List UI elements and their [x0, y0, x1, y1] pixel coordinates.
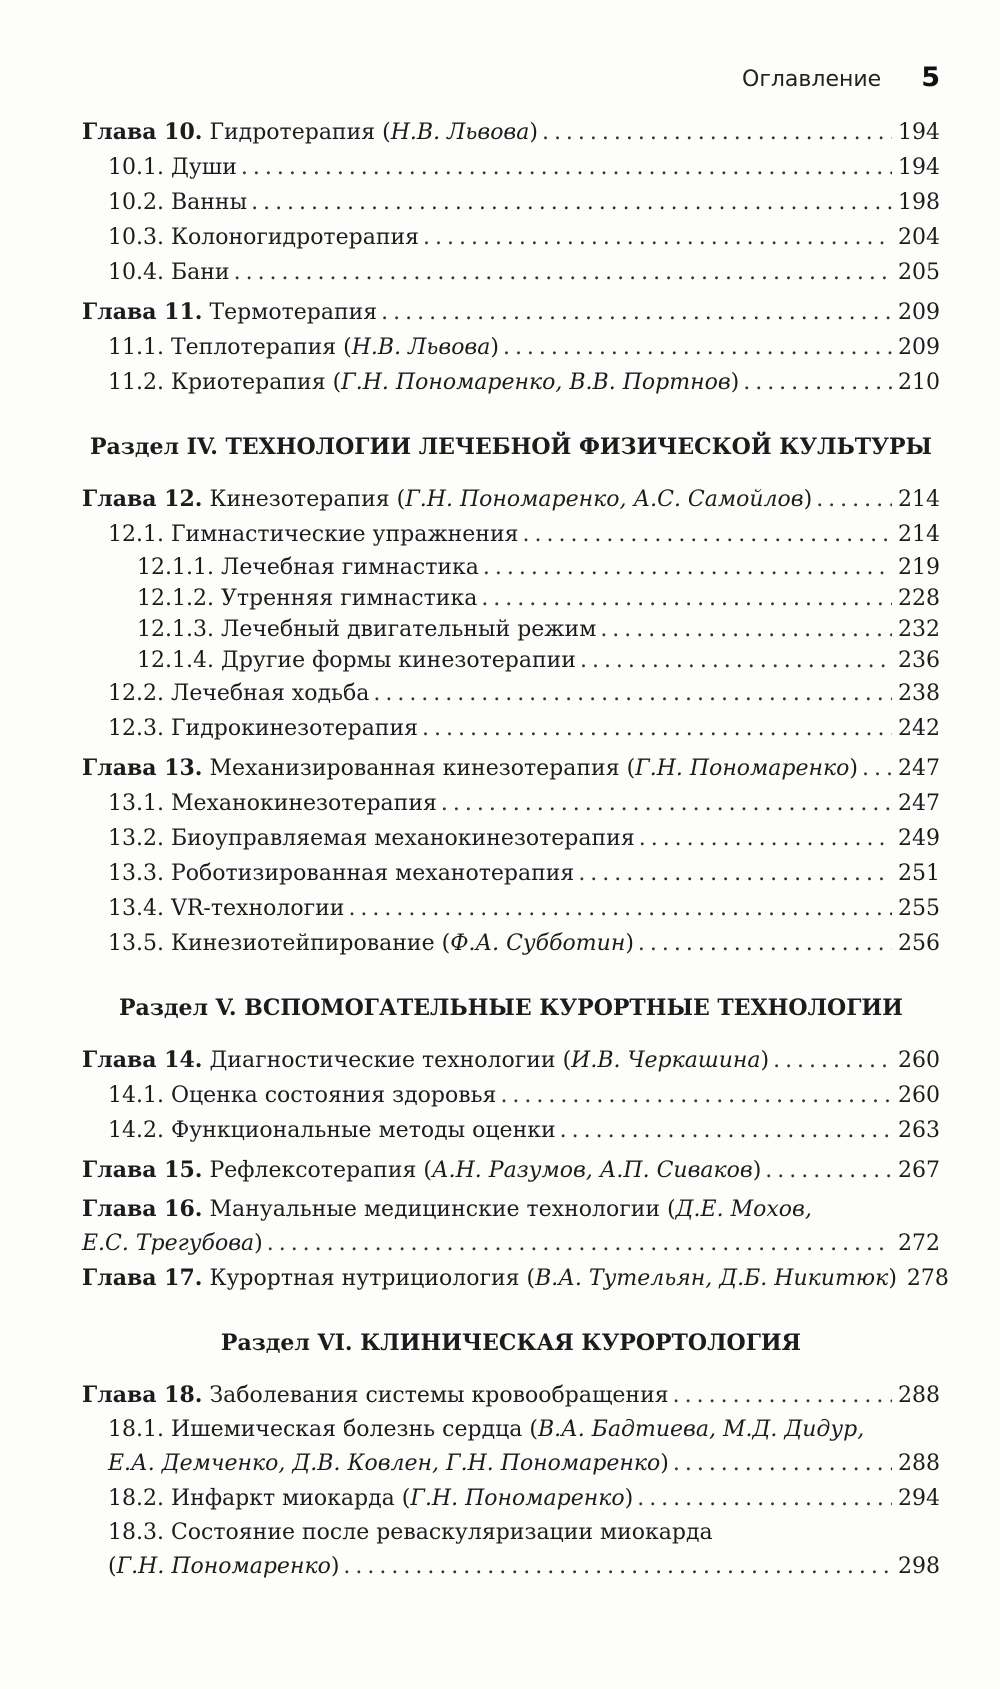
leader-dots	[816, 482, 892, 517]
chapter-label: Глава 12.	[82, 486, 203, 512]
toc-entry-10-4[interactable]	[82, 255, 940, 290]
page-ref: 205	[898, 260, 940, 285]
entry-author: Н.В. Львова	[351, 335, 491, 360]
page-ref: 272	[898, 1231, 940, 1256]
toc-entry-18-3-line1[interactable]	[82, 1516, 940, 1549]
paren: )	[254, 1231, 263, 1256]
entry-title: 10.4. Бани	[108, 260, 230, 285]
page-ref: 267	[898, 1158, 940, 1183]
page-ref: 242	[898, 716, 940, 741]
entry-title: Гидротерапия (	[209, 120, 391, 145]
entry-title: Рефлексотерапия (	[209, 1158, 432, 1183]
toc-entry-13-1[interactable]	[82, 786, 940, 821]
chapter-label: Глава 10.	[82, 119, 203, 145]
page-ref: 198	[898, 190, 940, 215]
toc-entry-12-1-3[interactable]	[82, 614, 940, 645]
page-ref: 209	[898, 335, 940, 360]
entry-title: 10.3. Колоногидротерапия	[108, 225, 420, 250]
page-ref: 278	[906, 1266, 949, 1291]
page-ref: 236	[898, 648, 940, 673]
page-ref: 247	[898, 791, 940, 816]
toc-chapter-15[interactable]	[82, 1153, 940, 1188]
toc-entry-18-1-line1[interactable]	[82, 1413, 940, 1446]
chapter-label: Глава 13.	[82, 755, 203, 781]
leader-dots	[234, 255, 892, 290]
entry-title: Мануальные медицинские технологии (	[209, 1197, 676, 1222]
leader-dots	[523, 517, 893, 552]
page-ref: 255	[898, 896, 940, 921]
entry-title: 18.3. Состояние после реваскуляризации миокарда	[108, 1520, 713, 1545]
paren: )	[660, 1451, 669, 1476]
toc-entry-13-4[interactable]	[82, 891, 940, 926]
entry-title: 10.2. Ванны	[108, 190, 248, 215]
page-ref: 209	[898, 300, 940, 325]
entry-author: Е.С. Трегубова	[82, 1231, 255, 1256]
entry-author: Ф.А. Субботин	[450, 931, 626, 956]
toc-entry-18-1-line2[interactable]	[82, 1446, 940, 1481]
page-ref: 260	[898, 1048, 940, 1073]
chapter-label: Глава 18.	[82, 1382, 203, 1408]
toc-entry-18-3-line2[interactable]	[82, 1549, 940, 1584]
toc-chapter-18[interactable]	[82, 1378, 940, 1413]
leader-dots	[267, 1226, 892, 1261]
entry-title: 12.3. Гидрокинезотерапия	[108, 716, 419, 741]
entry-author: Г.Н. Пономаренко	[410, 1486, 625, 1511]
entry-author: Д.Е. Мохов,	[675, 1197, 812, 1222]
toc-entry-14-1[interactable]	[82, 1078, 940, 1113]
entry-title: 12.1.2. Утренняя гимнастика	[137, 586, 478, 611]
page-ref: 294	[898, 1486, 940, 1511]
entry-title: 10.1. Души	[108, 155, 237, 180]
leader-dots	[381, 295, 892, 330]
entry-author: Г.Н. Пономаренко	[635, 756, 850, 781]
page-ref: 251	[898, 861, 940, 886]
toc-entry-13-2[interactable]	[82, 821, 940, 856]
paren: )	[849, 756, 858, 781]
leader-dots	[422, 711, 892, 746]
toc-entry-12-1-2[interactable]	[82, 583, 940, 614]
entry-title: 18.2. Инфаркт миокарда (	[108, 1486, 411, 1511]
leader-dots	[673, 1378, 892, 1413]
page-ref: 247	[898, 756, 940, 781]
entry-title: Механизированная кинезотерапия (	[209, 756, 636, 781]
leader-dots	[560, 1113, 892, 1148]
page-ref: 232	[898, 617, 940, 642]
page-ref: 260	[898, 1083, 940, 1108]
leader-dots	[580, 645, 892, 676]
toc-chapter-12[interactable]	[82, 482, 940, 517]
entry-title: Заболевания системы кровообращения	[209, 1383, 669, 1408]
paren: )	[803, 487, 813, 512]
toc-chapter-16-line1[interactable]	[82, 1193, 940, 1226]
leader-dots	[673, 1446, 892, 1481]
paren: )	[730, 370, 740, 395]
page-ref: 249	[898, 826, 940, 851]
paren: )	[624, 1486, 634, 1511]
paren: )	[490, 335, 499, 360]
chapter-label: Глава 11.	[82, 299, 203, 325]
toc-entry-13-3[interactable]	[82, 856, 940, 891]
leader-dots	[441, 786, 892, 821]
entry-title: 13.4. VR-технологии	[108, 896, 345, 921]
toc-entry-18-2[interactable]	[82, 1481, 940, 1516]
leader-dots	[862, 751, 892, 786]
entry-author: А.Н. Разумов, А.П. Сиваков	[431, 1158, 753, 1183]
page-ref: 256	[898, 931, 940, 956]
toc-entry-13-5[interactable]	[82, 926, 940, 961]
toc-entry-11-2[interactable]	[82, 365, 940, 400]
section-heading-vi[interactable]: Раздел VI. КЛИНИЧЕСКАЯ КУРОРТОЛОГИЯ	[220, 1330, 802, 1356]
toc-entry-14-2[interactable]	[82, 1113, 940, 1148]
table-of-contents	[82, 110, 949, 1584]
section-heading-v[interactable]: Раздел V. ВСПОМОГАТЕЛЬНЫЕ КУРОРТНЫЕ ТЕХНОЛОГИИ	[119, 995, 903, 1021]
entry-author: Е.А. Демченко, Д.В. Ковлен, Г.Н. Пономаренко	[108, 1451, 661, 1476]
chapter-label: Глава 16.	[82, 1196, 203, 1222]
toc-chapter-16-line2[interactable]	[82, 1226, 940, 1261]
entry-title: 14.1. Оценка состояния здоровья	[108, 1083, 497, 1108]
entry-author: Г.Н. Пономаренко, В.В. Портнов	[341, 370, 731, 395]
running-header-title: Оглавление	[742, 67, 882, 92]
leader-dots	[251, 185, 892, 220]
toc-entry-12-2[interactable]	[82, 676, 940, 711]
paren: )	[752, 1158, 762, 1183]
entry-title: Термотерапия	[209, 300, 378, 325]
entry-title: 12.1.3. Лечебный двигательный режим	[137, 617, 597, 642]
toc-entry-12-1-4[interactable]	[82, 645, 940, 676]
leader-dots	[743, 365, 892, 400]
leader-dots	[241, 150, 892, 185]
leader-dots	[500, 1078, 892, 1113]
page-number: 5	[921, 62, 940, 93]
chapter-label: Глава 17.	[82, 1265, 203, 1291]
leader-dots	[773, 1043, 892, 1078]
page-ref: 238	[898, 681, 940, 706]
leader-dots	[578, 856, 892, 891]
entry-author: Н.В. Львова	[390, 120, 530, 145]
entry-title: 12.1.1. Лечебная гимнастика	[137, 555, 479, 580]
leader-dots	[639, 821, 892, 856]
section-heading-iv[interactable]: Раздел IV. ТЕХНОЛОГИИ ЛЕЧЕБНОЙ ФИЗИЧЕСКОЙ КУЛЬТУРЫ	[90, 434, 932, 460]
page-ref: 214	[898, 522, 940, 547]
entry-title: Диагностические технологии (	[209, 1048, 572, 1073]
paren: (	[108, 1554, 117, 1579]
toc-entry-12-3[interactable]	[82, 711, 940, 746]
page-ref: 288	[898, 1383, 940, 1408]
toc-chapter-11[interactable]	[82, 295, 940, 330]
entry-title: Кинезотерапия (	[209, 487, 406, 512]
leader-dots	[483, 552, 892, 583]
toc-entry-10-1[interactable]	[82, 150, 940, 185]
toc-chapter-13[interactable]	[82, 751, 940, 786]
toc-chapter-14[interactable]	[82, 1043, 940, 1078]
leader-dots	[423, 220, 892, 255]
paren: )	[330, 1554, 340, 1579]
entry-author: В.А. Бадтиева, М.Д. Дидур,	[537, 1417, 865, 1442]
paren: )	[888, 1266, 897, 1291]
page-ref: 228	[898, 586, 940, 611]
leader-dots	[637, 1481, 892, 1516]
entry-title: 11.2. Криотерапия (	[108, 370, 342, 395]
leader-dots	[373, 676, 892, 711]
toc-entry-12-1-1[interactable]	[82, 552, 940, 583]
leader-dots	[343, 1549, 892, 1584]
page-ref: 204	[898, 225, 940, 250]
page-ref: 214	[898, 487, 940, 512]
entry-title: 11.1. Теплотерапия (	[108, 335, 352, 360]
entry-title: 12.1.4. Другие формы кинезотерапии	[137, 648, 576, 673]
page-ref: 263	[898, 1118, 940, 1143]
paren: )	[760, 1048, 770, 1073]
running-header	[0, 62, 940, 102]
entry-author: Г.Н. Пономаренко	[116, 1554, 331, 1579]
chapter-label: Глава 15.	[82, 1157, 203, 1183]
toc-entry-12-1[interactable]	[82, 517, 940, 552]
page-ref: 194	[898, 120, 940, 145]
leader-dots	[765, 1153, 892, 1188]
toc-chapter-17[interactable]	[82, 1261, 949, 1296]
leader-dots	[503, 330, 892, 365]
toc-entry-11-1[interactable]	[82, 330, 940, 365]
entry-title: 13.1. Механокинезотерапия	[108, 791, 437, 816]
page-ref: 194	[898, 155, 940, 180]
leader-dots	[542, 115, 892, 150]
entry-title: Курортная нутрициология (	[209, 1266, 536, 1291]
entry-author: Г.Н. Пономаренко, А.С. Самойлов	[405, 487, 804, 512]
chapter-label: Глава 14.	[82, 1047, 203, 1073]
leader-dots	[348, 891, 892, 926]
entry-author: И.В. Черкашина	[571, 1048, 761, 1073]
page-ref: 210	[898, 370, 940, 395]
paren: )	[529, 120, 538, 145]
entry-title: 12.1. Гимнастические упражнения	[108, 522, 519, 547]
entry-title: 13.5. Кинезиотейпирование (	[108, 931, 451, 956]
entry-title: 14.2. Функциональные методы оценки	[108, 1118, 556, 1143]
toc-entry-10-2[interactable]	[82, 185, 940, 220]
entry-title: 13.2. Биоуправляемая механокинезотерапия	[108, 826, 635, 851]
entry-title: 13.3. Роботизированная механотерапия	[108, 861, 575, 886]
entry-author: В.А. Тутельян, Д.Б. Никитюк	[535, 1266, 889, 1291]
entry-title: 18.1. Ишемическая болезнь сердца (	[108, 1417, 538, 1442]
page-ref: 219	[898, 555, 940, 580]
toc-entry-10-3[interactable]	[82, 220, 940, 255]
paren: )	[625, 931, 634, 956]
toc-chapter-10[interactable]	[82, 115, 940, 150]
leader-dots	[638, 926, 892, 961]
entry-title: 12.2. Лечебная ходьба	[108, 681, 370, 706]
page-ref: 288	[898, 1451, 940, 1476]
leader-dots	[600, 614, 892, 645]
leader-dots	[481, 583, 892, 614]
page-ref: 298	[898, 1554, 940, 1579]
